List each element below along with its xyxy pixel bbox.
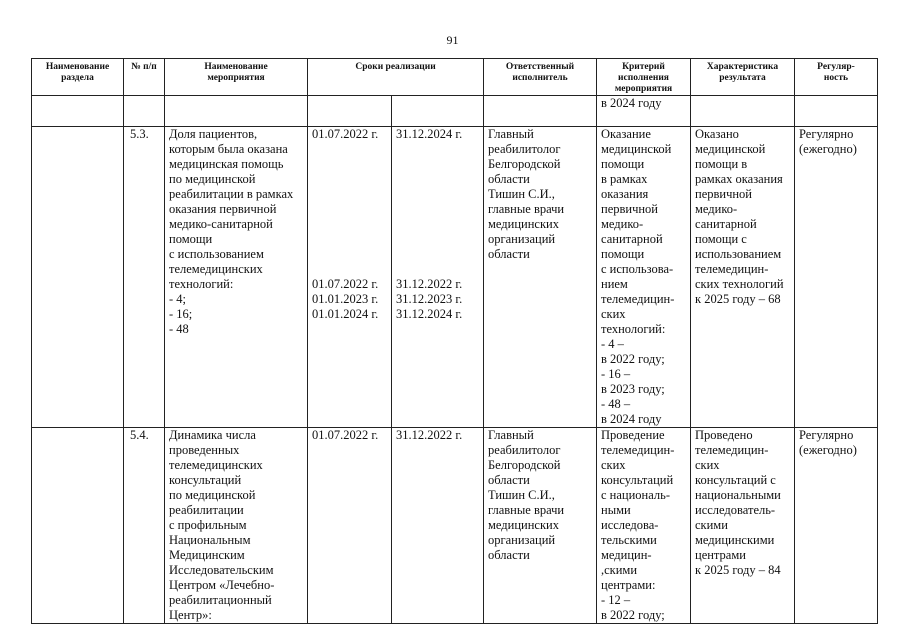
header-executor: Ответственный исполнитель [484,59,597,96]
cell-end: 31.12.2022 г. [392,428,484,624]
cell-start [308,127,392,428]
cell-event [165,96,308,127]
cell-end [392,96,484,127]
cell-result: Проведено телемедицин- ских консультаций с национальными исследователь- скими медицинскими центрами к 2025 году – 84 [691,428,795,624]
cell-start [308,96,392,127]
cell-section [32,96,124,127]
cell-executor: Главный реабилитолог Белгородской области Тишин С.И., главные врачи медицинских организаций области [484,428,597,624]
header-dates: Сроки реализации [308,59,484,96]
header-result: Характеристика результата [691,59,795,96]
cell-executor: Главный реабилитолог Белгородской области Тишин С.И., главные врачи медицинских организаций области [484,127,597,428]
continuation-row [32,96,878,127]
cell-section [32,127,124,428]
end-dates-yearly: 31.12.2022 г. 31.12.2023 г. 31.12.2024 г. [396,277,463,321]
cell-number: 5.3. [124,127,165,428]
table-row-5-3 [32,127,878,428]
header-section: Наименование раздела [32,59,124,96]
cell-criterion: Оказание медицинской помощи в рамках оказания первичной медико- санитарной помощи с использова- нием телемедицин- ских технологий: - 4 – в 2022 году; - 16 – в 2023 году; - 48 – в 2024 году [597,127,691,428]
start-date: 01.07.2022 г. [312,127,379,141]
page-number: 91 [446,33,459,47]
cell-result: Оказано медицинской помощи в рамках оказания первичной медико- санитарной помощи с использованием телемедицин- ских технологий к 2025 году – 68 [691,127,795,428]
start-dates-yearly: 01.07.2022 г. 01.01.2023 г. 01.01.2024 г. [312,277,379,321]
cell-regularity: Регулярно (ежегодно) [795,428,878,624]
cell-number [124,96,165,127]
cell-section [32,428,124,624]
header-criterion: Критерий исполнения мероприятия [597,59,691,96]
cell-executor [484,96,597,127]
activities-table [31,58,878,624]
cell-number: 5.4. [124,428,165,624]
table-row-5-4 [32,428,878,624]
cell-result [691,96,795,127]
end-date: 31.12.2024 г. [396,127,463,141]
header-event: Наименование мероприятия [165,59,308,96]
cell-event: Динамика числа проведенных телемедицинских консультаций по медицинской реабилитации с профильным Национальным Медицинским Исследовательским Центром «Лечебно- реабилитационный Центр»: [165,428,308,624]
cell-regularity: Регулярно (ежегодно) [795,127,878,428]
header-number: № п/п [124,59,165,96]
cell-criterion: Проведение телемедицин- ских консультаций с националь- ными исследова- тельскими медицин- ,скими центрами: - 12 – в 2022 году; [597,428,691,624]
header-regularity: Регуляр- ность [795,59,878,96]
header-row [32,59,878,96]
cell-event: Доля пациентов, которым была оказана медицинская помощь по медицинской реабилитации в рамках оказания первичной медико-санитарной помощи с использованием телемедицинских технологий: - 4; - 16; - 48 [165,127,308,428]
cell-start: 01.07.2022 г. [308,428,392,624]
cell-end [392,127,484,428]
cell-criterion: в 2024 году [597,96,691,127]
cell-regularity [795,96,878,127]
